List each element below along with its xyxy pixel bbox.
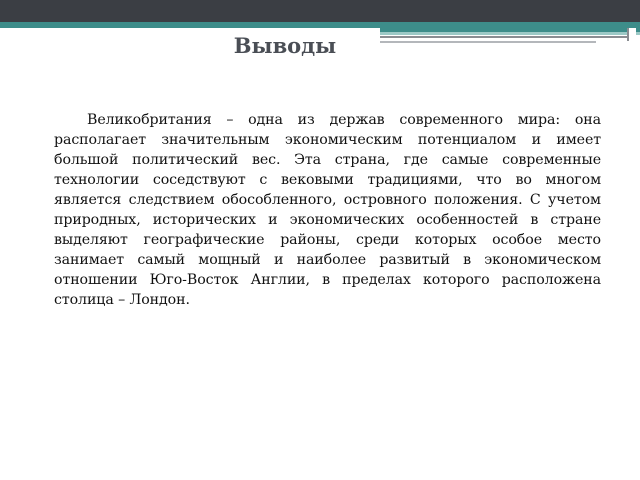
slide-body-paragraph: Великобритания – одна из держав современного мира: она располагает значительным экономическим потенциалом и имеет большой политический вес. Эта страна, где самые современные технологии соседствуют с вековыми традициями, что во многом является следствием обособленного, островного положения. С учетом природных, исторических и экономических особенностей в стране выделяют географические районы, среди которых особое место занимает самый мощный и наиболее развитый в экономическом отношении Юго-Восток Англии, в пределах которого расположена столица – Лондон. <box>54 112 601 308</box>
slide-title: Выводы <box>233 33 337 58</box>
header-dark-bar <box>0 0 640 22</box>
decorative-tick <box>627 28 636 41</box>
